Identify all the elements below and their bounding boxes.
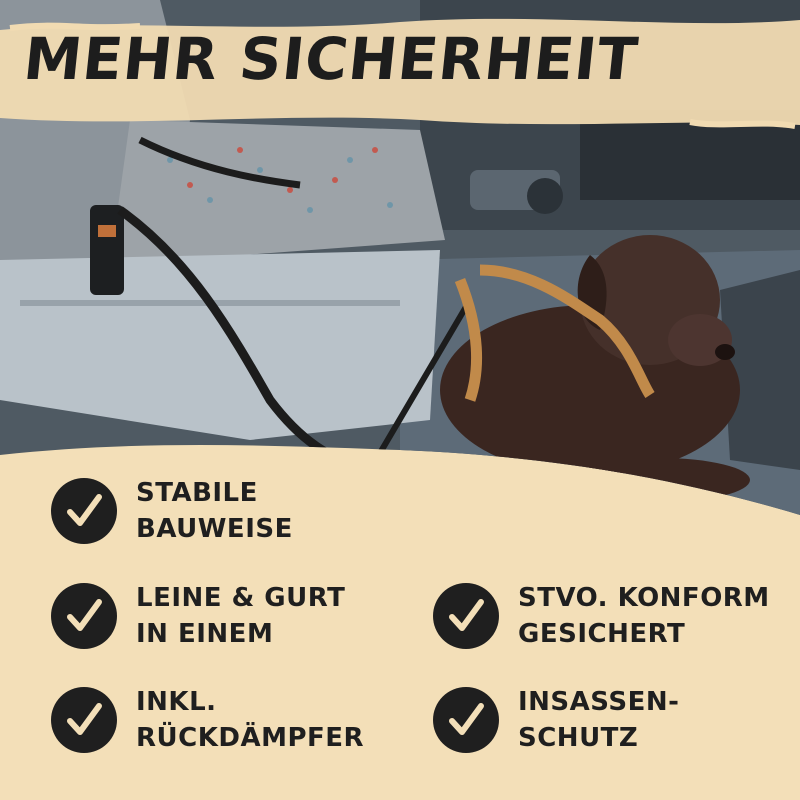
check-circle-icon <box>50 477 118 545</box>
feature-line: STVO. KONFORM <box>518 583 770 613</box>
feature-line: GESICHERT <box>518 619 686 649</box>
feature-item <box>50 684 364 756</box>
feature-line: INKL. <box>136 687 217 717</box>
feature-line: SCHUTZ <box>518 723 639 753</box>
check-circle-icon <box>50 582 118 650</box>
feature-label <box>136 684 364 756</box>
feature-item <box>432 580 770 652</box>
check-circle-icon <box>432 582 500 650</box>
feature-label <box>518 684 679 756</box>
feature-line: RÜCKDÄMPFER <box>136 723 365 753</box>
feature-line: INSASSEN- <box>518 687 680 717</box>
check-circle-icon <box>432 686 500 754</box>
feature-label <box>518 580 770 652</box>
headline: MEHR SICHERHEIT <box>20 25 642 93</box>
feature-line: STABILE <box>136 478 258 508</box>
feature-item <box>50 580 345 652</box>
feature-label <box>136 475 293 547</box>
feature-line: IN EINEM <box>136 619 274 649</box>
feature-line: BAUWEISE <box>136 514 293 544</box>
belt-buckle <box>90 205 124 295</box>
feature-line: LEINE & GURT <box>136 583 346 613</box>
check-circle-icon <box>50 686 118 754</box>
feature-item <box>432 684 679 756</box>
feature-label <box>136 580 345 652</box>
feature-item <box>50 475 293 547</box>
